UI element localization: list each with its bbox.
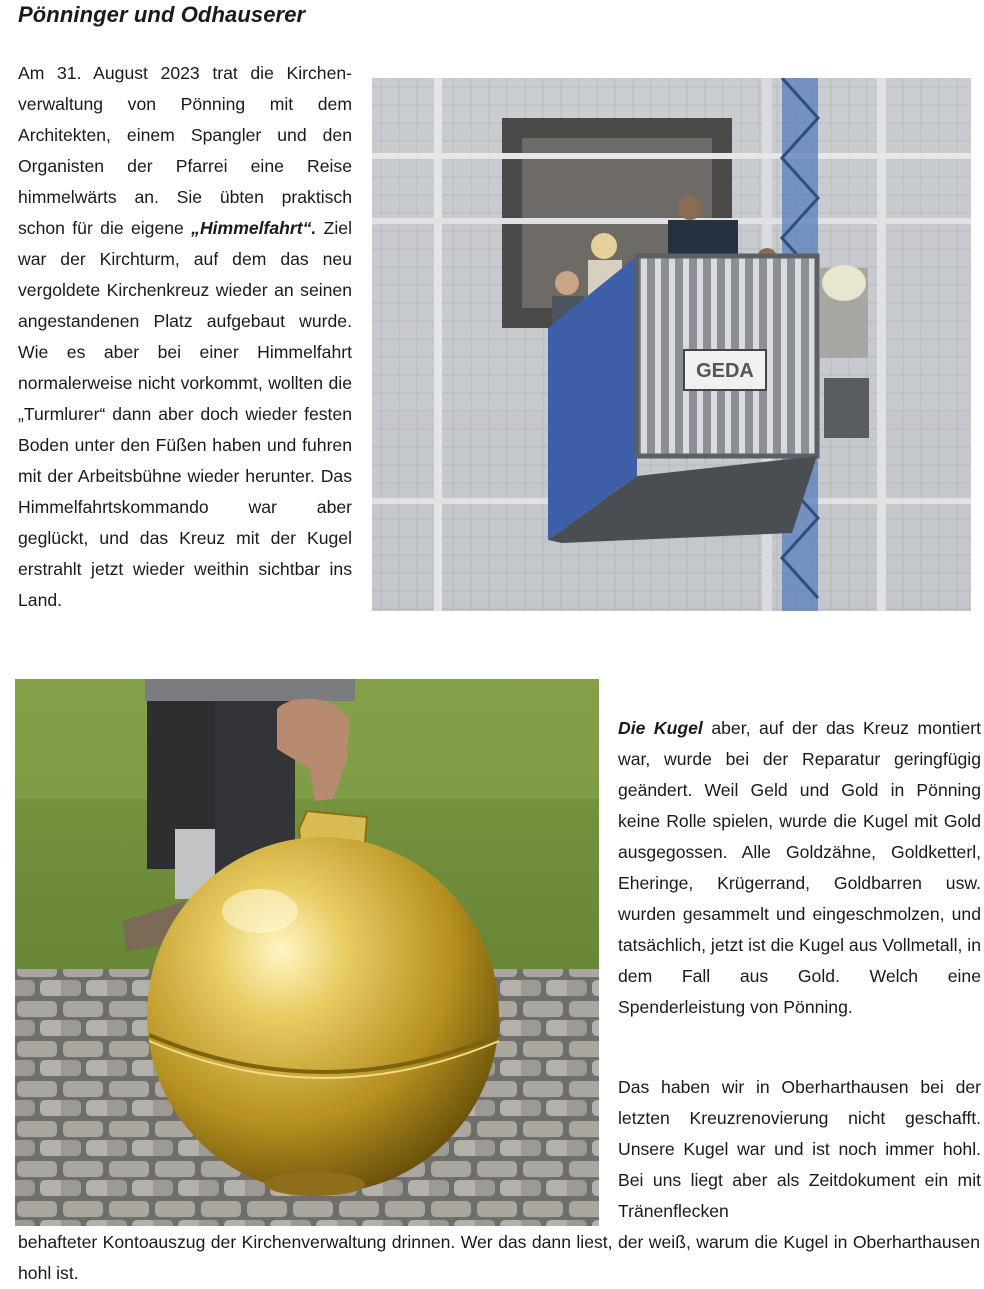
paragraph-text: aber, auf der das Kreuz montiert war, wurde bei der Reparatur geringfügig geändert. Weil Geld und Gold in Pönning keine Rolle spielen, wurde die Kugel mit Gold ausgegossen. Alle Goldzähne, Goldketterl, Eheringe, Krügerrand, Goldbarren usw. wurden gesammelt und eingeschmolzen, und tatsächlich, jetzt ist die Kugel aus Vollmetall, in dem Fall aus Gold. Welch eine Spenderleistung von Pönning. <box>618 718 982 1017</box>
paragraph-ascension <box>18 58 352 616</box>
geda-sign-text: GEDA <box>696 360 754 382</box>
photo-lift-platform <box>372 78 971 611</box>
emphasis-die-kugel: Die Kugel <box>618 718 703 738</box>
photo-golden-sphere <box>15 679 599 1226</box>
paragraph-text: Das haben wir in Oberharthausen bei der letzten Kreuzrenovierung nicht geschafft. Unsere Kugel war und ist noch immer hohl. Bei uns liegt aber als Zeitdokument ein mit Tränenflecken <box>618 1077 981 1221</box>
paragraph-sphere <box>618 713 981 1023</box>
paragraph-text: Am 31. August 2023 trat die Kirchenverwaltung von Pönning mit dem Architekten, einem Spangler und den Organisten der Pfarrei eine Reise himmelwärts an. Sie übten praktisch schon für die eigene <box>18 63 352 238</box>
article-title: Pönninger und Odhauserer <box>18 2 306 27</box>
paragraph-oberharthausen <box>618 1072 981 1227</box>
paragraph-text: behafteter Kontoauszug der Kirchenverwaltung drinnen. Wer das dann liest, der weiß, warum die Kugel in Oberharthausen hohl ist. <box>18 1232 980 1283</box>
paragraph-text: Ziel war der Kirchturm, auf dem das neu vergoldete Kirchenkreuz wieder an seinen angestandenen Platz aufgebaut wurde. Wie es aber bei einer Himmelfahrt normalerweise nicht vorkommt, wollten die „Turmlurer“ dann aber doch wieder festen Boden unter den Füßen haben und fuhren mit der Arbeitsbühne wieder herunter. Das Himmelfahrtskommando war aber geglückt, und das Kreuz mit der Kugel erstrahlt jetzt wieder weithin sichtbar ins Land. <box>18 218 352 610</box>
paragraph-oberharthausen-continued <box>18 1227 980 1289</box>
emphasis-himmelfahrt: „Himmelfahrt“. <box>191 218 317 238</box>
